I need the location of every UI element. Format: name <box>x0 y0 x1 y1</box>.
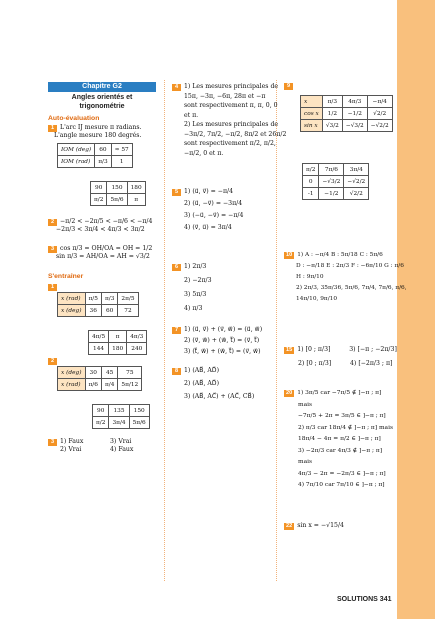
exercise-number: 3 <box>48 246 57 253</box>
table-cell: √2/2 <box>367 108 392 120</box>
exercise-3 <box>48 245 152 261</box>
table-cell: 1 <box>111 156 132 168</box>
angles-table-a <box>90 181 146 206</box>
table-cell: 36 <box>85 305 101 317</box>
text-line: 3) (−u⃗, −v⃗) = −π/4 <box>184 212 244 219</box>
text-line: 18π/4 − 4π = π/2 ∈ ]−π ; π] <box>298 436 381 442</box>
table-cell: 144 <box>89 343 109 355</box>
chapter-title-line: trigonométrie <box>79 103 125 110</box>
text-line: 1) 2π/3 <box>184 263 207 270</box>
column-divider <box>164 80 165 581</box>
exercise-number: 2 <box>48 219 57 226</box>
table-cell: 5π/6 <box>107 194 127 206</box>
table-cell: π <box>109 331 127 343</box>
exercise-e2-number <box>48 357 60 365</box>
exercise-9-number <box>284 82 296 90</box>
angles-table-b <box>88 330 147 355</box>
answer: 4) Faux <box>110 446 134 454</box>
table-cell: x (deg) <box>58 367 86 379</box>
exercise-2 <box>48 218 152 234</box>
text-line: H : 9π/10 <box>296 274 324 280</box>
trig-values-table-b <box>302 163 369 200</box>
text-line: 1) 3π/5 car −7π/5 ∉ ]−π ; π] <box>297 390 382 396</box>
ex-e1-table <box>57 292 139 317</box>
text-line: 2) (v⃗, w⃗) + (w⃗, t⃗) = (v⃗, t⃗) <box>184 337 260 344</box>
table-cell: 0 <box>303 176 319 188</box>
table-cell: 90 <box>91 182 107 194</box>
table-cell: -1 <box>303 188 319 200</box>
text-line: 1) (u⃗, v⃗) = −π/4 <box>184 188 234 195</box>
chapter-badge: Chapitre G2 <box>48 82 156 92</box>
text-line: sin x = −√15/4 <box>297 522 344 529</box>
text-line: sont respectivement π, π, 0, 0 <box>184 102 278 109</box>
exercise-number: 22 <box>286 523 293 529</box>
exercise-number: 1 <box>48 125 57 132</box>
text-line: 14π/10, 9π/10 <box>296 296 338 302</box>
table-cell: 150 <box>107 182 127 194</box>
table-cell: 4π/5 <box>89 331 109 343</box>
exercise-number: 20 <box>286 390 293 396</box>
text-line: 2) (AB⃗, AD⃗) <box>184 380 220 387</box>
text-line: −7π/5 + 2π = 3π/5 ∈ ]−π ; π] <box>298 413 386 419</box>
table-cell: 5π/6 <box>129 417 149 429</box>
table-cell: 1/2 <box>322 108 342 120</box>
section-entrainer: S'entraîner <box>48 273 84 280</box>
exercise-7 <box>172 324 262 357</box>
answer: 1) [0 ; π/3] <box>297 346 331 353</box>
table-cell: ≈ 57 <box>111 144 132 156</box>
answer: 4) [−2π/3 ; π] <box>350 360 393 367</box>
table-cell: x (rad) <box>58 293 86 305</box>
exercise-15 <box>284 343 397 371</box>
trig-values-table <box>300 95 393 132</box>
text-line: −π/2, 0 et π. <box>184 149 224 157</box>
text-line: 4) π/3 <box>184 305 203 312</box>
table-cell: π/2 <box>303 164 319 176</box>
exercise-number: 4 <box>172 84 181 91</box>
table-cell: 5π/12 <box>118 379 142 391</box>
ex1-table <box>57 143 133 168</box>
table-cell: π/3 <box>95 156 111 168</box>
text-line: 2) π/3 car 18π/4 ∉ ]−π ; π] mais <box>298 424 393 431</box>
exercise-number: 10 <box>286 252 293 258</box>
table-cell: −1/2 <box>319 188 344 200</box>
text-line: −2π/3 < 3π/4 < 4π/3 < 3π/2 <box>56 226 145 234</box>
page-footer <box>337 596 391 603</box>
exercise-10 <box>284 250 407 305</box>
page-number: 341 <box>379 596 392 603</box>
answer: 3) Vrai <box>110 438 132 445</box>
exercise-e1-number <box>48 283 60 291</box>
table-cell: 4π/3 <box>127 331 147 343</box>
table-cell: 45 <box>101 367 117 379</box>
text-line: 1) Les mesures principales de <box>184 83 279 90</box>
table-cell: −√2/2 <box>344 176 369 188</box>
exercise-number: 8 <box>172 368 181 375</box>
text-line: 1) (AB⃗, AD⃗) <box>184 367 220 374</box>
table-cell: π/3 <box>101 293 117 305</box>
table-cell: −1/2 <box>342 108 367 120</box>
exercise-number: 1 <box>48 284 57 291</box>
text-line: mais <box>298 459 313 465</box>
table-cell: 30 <box>85 367 101 379</box>
table-cell: −√3/2 <box>319 176 344 188</box>
text-line: L'arc IJ mesure π radians. <box>60 124 142 131</box>
exercise-5 <box>172 186 243 234</box>
text-line: 3) (AB⃗, AC⃗) + (AC⃗, CB⃗) <box>184 393 255 400</box>
exercise-number: 7 <box>172 327 181 334</box>
exercise-number: 2 <box>48 358 57 365</box>
text-line: sont respectivement π/2, π/2, <box>184 140 276 147</box>
section-auto-evaluation: Auto-évaluation <box>48 115 100 122</box>
table-cell: 135 <box>109 405 129 417</box>
table-cell: 180 <box>109 343 127 355</box>
text-line: mais <box>298 401 313 408</box>
text-line: et π. <box>184 111 199 119</box>
table-cell: −π/4 <box>367 96 392 108</box>
text-line: 3) 5π/3 <box>184 291 207 298</box>
table-cell: 7π/6 <box>319 164 344 176</box>
table-cell: π <box>127 194 145 206</box>
chapter-title <box>48 93 156 111</box>
table-cell: −√2/2 <box>367 120 392 132</box>
table-cell: π/2 <box>91 194 107 206</box>
table-cell: IOM (rad) <box>58 156 95 168</box>
table-cell: 4π/3 <box>342 96 367 108</box>
chapter-title-line: Angles orientés et <box>71 94 133 101</box>
exercise-number: 5 <box>172 189 181 196</box>
ex-e2-table <box>57 366 142 391</box>
table-cell: 150 <box>129 405 149 417</box>
exercise-number: 6 <box>172 264 181 271</box>
text-line: D : −π/18 E : 2π/3 F : −6π/10 G : π/6 <box>296 263 404 269</box>
text-line: 3) −2π/3 car 4π/3 ∉ ]−π ; π] <box>298 447 383 454</box>
exercise-number: 15 <box>286 347 293 353</box>
table-cell: π/3 <box>322 96 342 108</box>
angles-table-c <box>92 404 150 429</box>
table-cell: π/2 <box>93 417 109 429</box>
table-cell: 60 <box>95 144 111 156</box>
exercise-6 <box>172 260 212 316</box>
text-line: 2) (u⃗, −v⃗) = −3π/4 <box>184 200 243 207</box>
text-line: 4) 7π/10 car 7π/10 ∈ ]−π ; π] <box>298 482 385 488</box>
answer: 1) Faux <box>60 438 84 445</box>
table-cell: x (deg) <box>58 305 86 317</box>
table-cell: π/6 <box>85 379 101 391</box>
side-band <box>397 0 435 619</box>
text-line: 1) A : −π/4 B : 5π/18 C : 5π/6 <box>297 252 383 258</box>
table-cell: 72 <box>118 305 138 317</box>
text-line: cos π/3 = OH/OA = OH = 1/2 <box>60 245 153 252</box>
exercise-1 <box>48 124 142 140</box>
exercise-22 <box>284 522 344 530</box>
text-line: 4) (v⃗, u⃗) = 3π/4 <box>184 224 232 231</box>
table-cell: π/5 <box>85 293 101 305</box>
table-cell: IOM (deg) <box>58 144 95 156</box>
table-cell: 75 <box>118 367 142 379</box>
table-cell: 60 <box>101 305 117 317</box>
exercise-20 <box>284 388 393 492</box>
table-cell: −√3/2 <box>342 120 367 132</box>
text-line: L'angle mesure 180 degrés. <box>54 132 142 140</box>
table-cell: √3/2 <box>322 120 342 132</box>
text-line: 4π/3 − 2π = −2π/3 ∈ ]−π ; π] <box>298 470 386 477</box>
text-line: sin π/3 = AH/OA = AH = √3/2 <box>56 253 150 261</box>
table-cell: 240 <box>127 343 147 355</box>
table-cell: π/4 <box>101 379 117 391</box>
footer-label: SOLUTIONS <box>337 596 378 603</box>
table-cell: 2π/5 <box>118 293 138 305</box>
exercise-number: 3 <box>48 439 57 446</box>
exercise-number: 9 <box>284 83 293 90</box>
table-cell: 180 <box>127 182 145 194</box>
text-line: −π/2 < −2π/5 < −π/6 < −π/4 <box>60 218 153 225</box>
exercise-e3 <box>48 438 133 454</box>
text-line: 1) (u⃗, v⃗) + (v⃗, w⃗) = (u⃗, w⃗) <box>184 326 263 333</box>
exercise-4 <box>172 82 286 158</box>
text-line: 3) (t⃗, w⃗) + (w⃗, t⃗) = (v⃗, w⃗) <box>184 348 261 355</box>
answer: 2) [0 ; π/3] <box>298 360 332 367</box>
table-cell: x (rad) <box>58 379 86 391</box>
answer: 2) Vrai <box>60 446 82 454</box>
answer: 3) [−π ; −2π/3] <box>349 346 397 353</box>
text-line: 15π, −3π, −6π, 28π et −π <box>184 92 266 100</box>
table-cell: 3π/4 <box>344 164 369 176</box>
exercise-8 <box>172 364 254 403</box>
text-line: 2) Les mesures principales de <box>184 121 279 128</box>
table-cell: √2/2 <box>344 188 369 200</box>
text-line: −3π/2, 7π/2, −π/2, 8π/2 et 26π/2 <box>184 130 287 138</box>
table-cell: 90 <box>93 405 109 417</box>
text-line: 2) 2π/3, 35π/36, 5π/6, 7π/4, 7π/6, π/6, <box>296 285 407 291</box>
table-cell: sin x <box>301 120 323 132</box>
table-cell: cos x <box>301 108 323 120</box>
table-cell: 3π/4 <box>109 417 129 429</box>
table-cell: x <box>301 96 323 108</box>
text-line: 2) −2π/3 <box>184 277 212 284</box>
